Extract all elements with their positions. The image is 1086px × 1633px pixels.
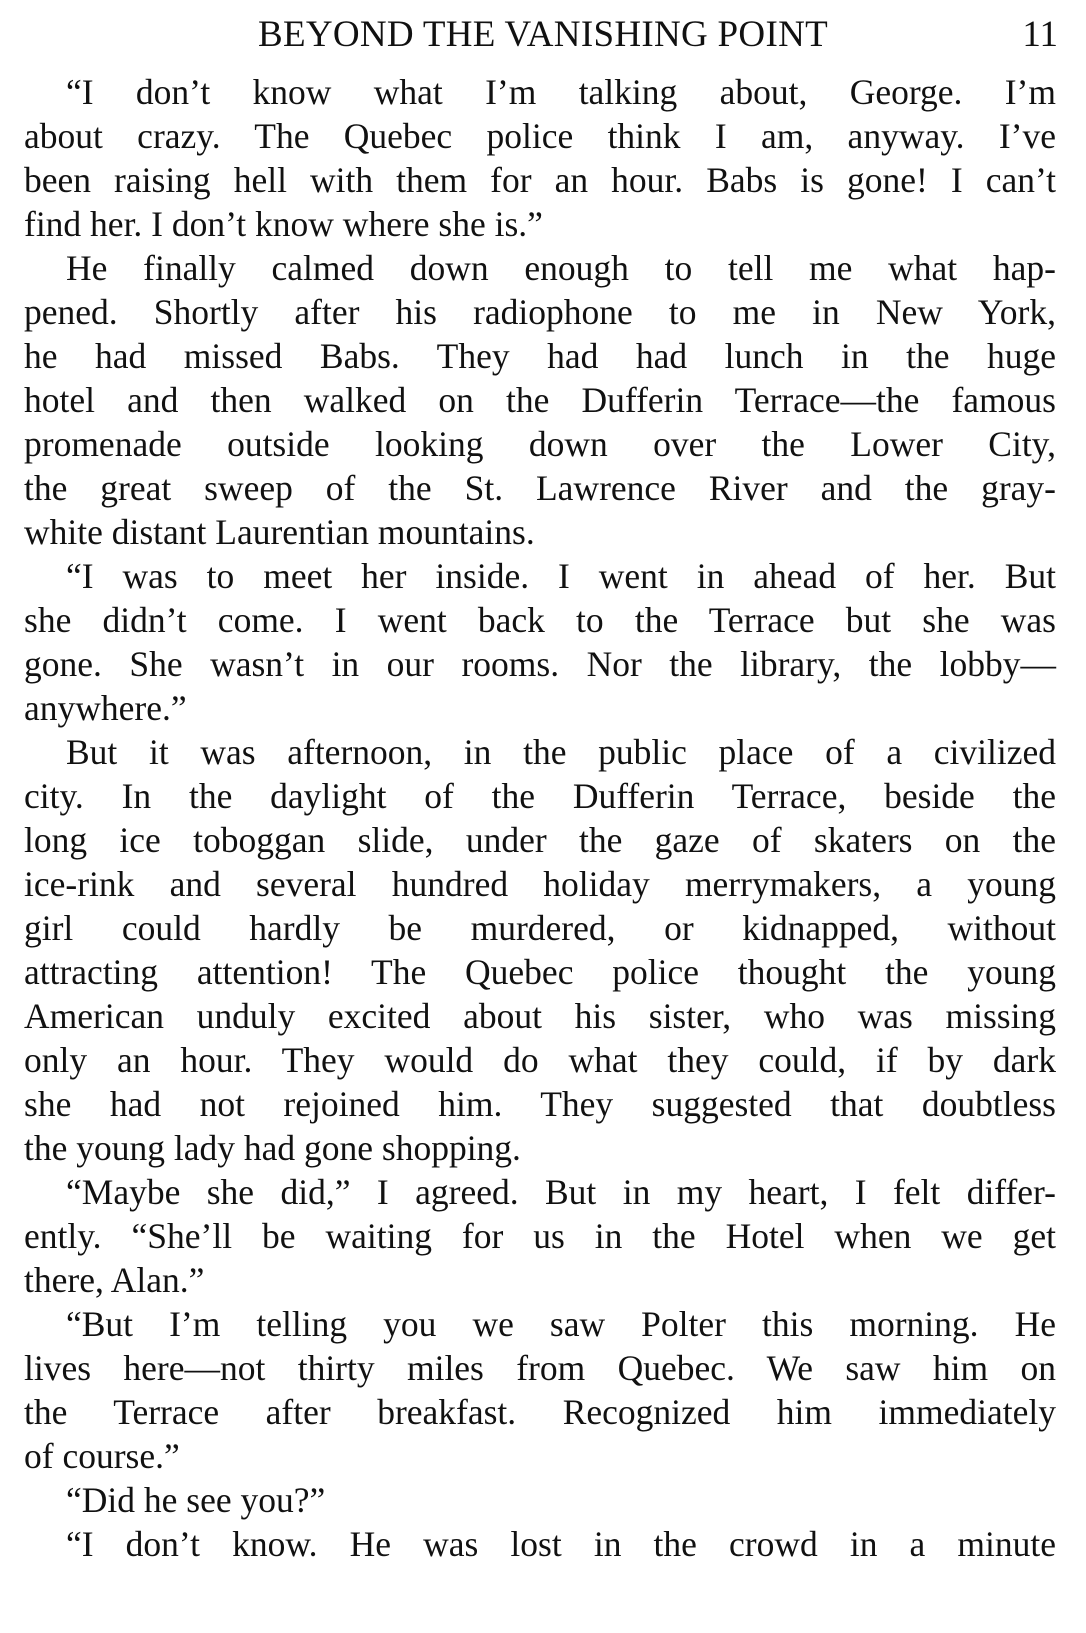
- text-line: promenade outside looking down over the Lower City,: [24, 424, 1056, 464]
- text-line: girl could hardly be murdered, or kidnapped, without: [24, 908, 1056, 948]
- text-line: ently. “She’ll be waiting for us in the Hotel when we get: [24, 1216, 1056, 1256]
- paragraph: [24, 554, 1056, 730]
- paragraph: [24, 1302, 1056, 1478]
- text-line: “But I’m telling you we saw Polter this morning. He: [66, 1304, 1056, 1344]
- text-line: “I don’t know. He was lost in the crowd in a minute: [66, 1524, 1056, 1564]
- text-line: long ice toboggan slide, under the gaze of skaters on the: [24, 820, 1056, 860]
- running-header: [28, 10, 1058, 60]
- text-line: the young lady had gone shopping.: [24, 1128, 521, 1168]
- text-line: she had not rejoined him. They suggested that doubtless: [24, 1084, 1056, 1124]
- paragraph: [24, 1170, 1056, 1302]
- text-line: But it was afternoon, in the public place of a civilized: [66, 732, 1056, 772]
- text-line: American unduly excited about his sister, who was missing: [24, 996, 1056, 1036]
- paragraph: [24, 1522, 1056, 1566]
- text-line: “Did he see you?”: [66, 1480, 326, 1520]
- text-line: pened. Shortly after his radiophone to me in New York,: [24, 292, 1056, 332]
- text-line: she didn’t come. I went back to the Terrace but she was: [24, 600, 1056, 640]
- text-line: been raising hell with them for an hour. Babs is gone! I can’t: [24, 160, 1056, 200]
- running-title: BEYOND THE VANISHING POINT: [257, 14, 828, 55]
- text-line: “I don’t know what I’m talking about, George. I’m: [66, 72, 1056, 112]
- text-line: the Terrace after breakfast. Recognized him immediately: [24, 1392, 1056, 1432]
- text-line: white distant Laurentian mountains.: [24, 512, 535, 552]
- text-line: find her. I don’t know where she is.”: [24, 204, 543, 244]
- text-line: he had missed Babs. They had had lunch in the huge: [24, 336, 1056, 376]
- text-line: about crazy. The Quebec police think I am, anyway. I’ve: [24, 116, 1056, 156]
- text-line: “Maybe she did,” I agreed. But in my heart, I felt differ-: [66, 1172, 1056, 1212]
- text-line: ice-rink and several hundred holiday merrymakers, a young: [24, 864, 1056, 904]
- paragraph: [24, 730, 1056, 1170]
- body-text: [24, 70, 1056, 1566]
- text-line: there, Alan.”: [24, 1260, 205, 1300]
- page-number: 11: [1022, 14, 1058, 55]
- text-line: hotel and then walked on the Dufferin Terrace—the famous: [24, 380, 1056, 420]
- text-line: only an hour. They would do what they could, if by dark: [24, 1040, 1056, 1080]
- paragraph: [24, 1478, 1056, 1522]
- paragraph: [24, 70, 1056, 246]
- text-line: anywhere.”: [24, 688, 187, 728]
- paragraph: [24, 246, 1056, 554]
- text-line: He finally calmed down enough to tell me what hap-: [66, 248, 1056, 288]
- text-line: “I was to meet her inside. I went in ahead of her. But: [66, 556, 1056, 596]
- text-line: city. In the daylight of the Dufferin Terrace, beside the: [24, 776, 1056, 816]
- text-line: of course.”: [24, 1436, 180, 1476]
- text-line: the great sweep of the St. Lawrence River and the gray-: [24, 468, 1056, 508]
- text-line: gone. She wasn’t in our rooms. Nor the library, the lobby—: [24, 644, 1056, 684]
- text-line: attracting attention! The Quebec police thought the young: [24, 952, 1056, 992]
- text-line: lives here—not thirty miles from Quebec. We saw him on: [24, 1348, 1056, 1388]
